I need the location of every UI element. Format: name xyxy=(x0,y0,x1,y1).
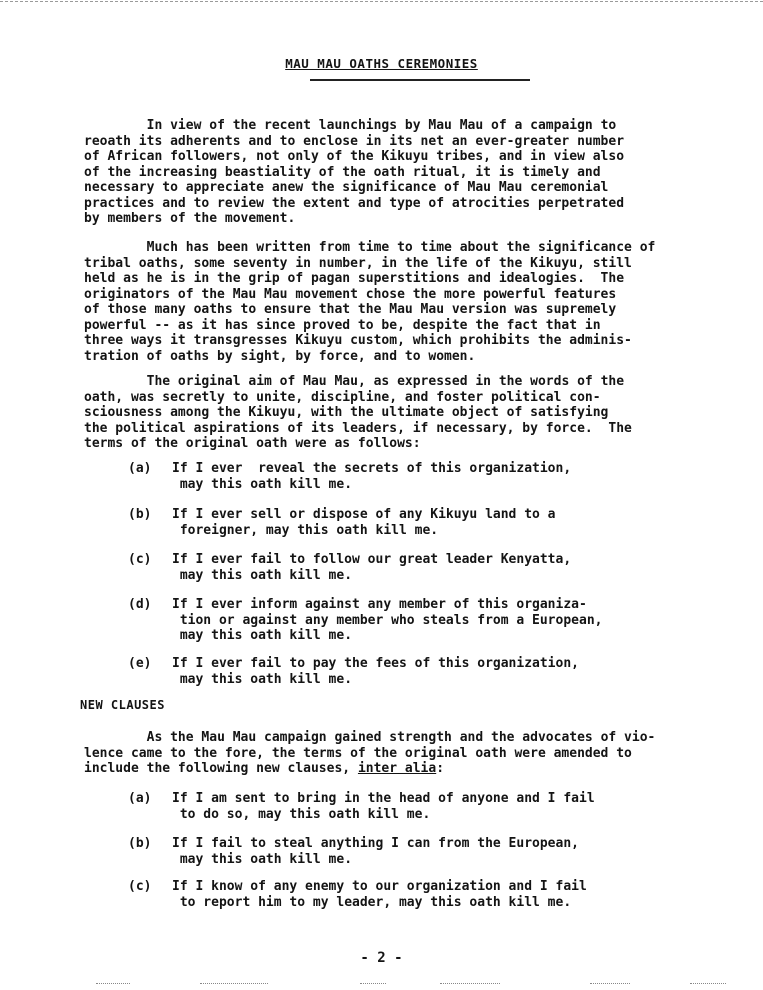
title-underline-stroke xyxy=(310,79,530,81)
clause-text: If I fail to steal anything I can from the European, may this oath kill me. xyxy=(172,836,579,867)
original-clause-e xyxy=(128,656,718,687)
original-clause-d xyxy=(128,597,718,644)
bottom-scan-mark xyxy=(200,983,268,984)
bottom-scan-mark xyxy=(96,983,130,984)
clause-text: If I ever fail to follow our great leader Kenyatta, may this oath kill me. xyxy=(172,552,572,583)
clause-label: (e) xyxy=(128,656,152,671)
top-perforation-line xyxy=(0,1,763,2)
clause-label: (a) xyxy=(128,461,152,476)
clause-text: If I ever sell or dispose of any Kikuyu land to a foreigner, may this oath kill me. xyxy=(172,507,556,538)
clause-text: If I ever fail to pay the fees of this organization, may this oath kill me. xyxy=(172,656,579,687)
paragraph-end-colon: : xyxy=(436,761,445,776)
paragraph-original-aim: The original aim of Mau Mau, as expressed in the words of the oath, was secretly to unite, discipline, and foster political con- sciousness among the Kikuyu, with the ultimate object of satisfying the political aspirations of its leaders, if necessary, by force. The terms of the original oath were as follows: xyxy=(84,374,632,451)
original-clause-c xyxy=(128,552,718,583)
clause-label: (d) xyxy=(128,597,152,612)
clause-label: (b) xyxy=(128,507,152,522)
document-title: MAU MAU OATHS CEREMONIES xyxy=(285,56,478,71)
clause-text: If I ever inform against any member of this organiza- tion or against any member who steals from a European, may this oath kill me. xyxy=(172,597,603,643)
paragraph-main-text: As the Mau Mau campaign gained strength and the advocates of vio- lence came to the fore, the terms of the original oath were amended to include the following new clauses, xyxy=(84,730,656,776)
new-clause-b xyxy=(128,836,718,867)
clause-label: (c) xyxy=(128,879,152,894)
paragraph-new-clauses-intro xyxy=(84,730,724,777)
clause-label: (c) xyxy=(128,552,152,567)
inter-alia-emphasis: inter alia xyxy=(357,761,437,776)
clause-text: If I am sent to bring in the head of anyone and I fail to do so, may this oath kill me. xyxy=(172,791,595,822)
paragraph-intro: In view of the recent launchings by Mau Mau of a campaign to reoath its adherents and to enclose in its net an ever-greater number of African followers, not only of the Kikuyu tribes, and in view also of the increasing beastiality of the oath ritual, it is timely and necessary to appreciate anew the significance of Mau Mau ceremonial practices and to review the extent and type of atrocities perpetrated by members of the movement. xyxy=(84,118,625,226)
clause-text: If I ever reveal the secrets of this organization, may this oath kill me. xyxy=(172,461,572,492)
new-clause-a xyxy=(128,791,718,822)
paragraph-tribal-oaths: Much has been written from time to time about the significance of tribal oaths, some seventy in number, in the life of the Kikuyu, still held as he is in the grip of pagan superstitions and idealogies. The originators of the Mau Mau movement chose the more powerful features of those many oaths to ensure that the Mau Mau version was supremely powerful -- as it has since proved to be, despite the fact that in three ways it transgresses Kikuyu custom, which prohibits the adminis- tration of oaths by sight, by force, and to women. xyxy=(84,240,656,364)
page-number: - 2 - xyxy=(360,950,403,966)
bottom-scan-mark xyxy=(590,983,630,984)
clause-label: (a) xyxy=(128,791,152,806)
original-clause-b xyxy=(128,507,718,538)
bottom-scan-mark xyxy=(360,983,386,984)
original-clause-a xyxy=(128,461,718,492)
new-clauses-heading: NEW CLAUSES xyxy=(80,698,165,712)
new-clause-c xyxy=(128,879,718,910)
clause-label: (b) xyxy=(128,836,152,851)
bottom-scan-mark xyxy=(690,983,726,984)
bottom-scan-mark xyxy=(440,983,500,984)
clause-text: If I know of any enemy to our organization and I fail to report him to my leader, may this oath kill me. xyxy=(172,879,587,910)
